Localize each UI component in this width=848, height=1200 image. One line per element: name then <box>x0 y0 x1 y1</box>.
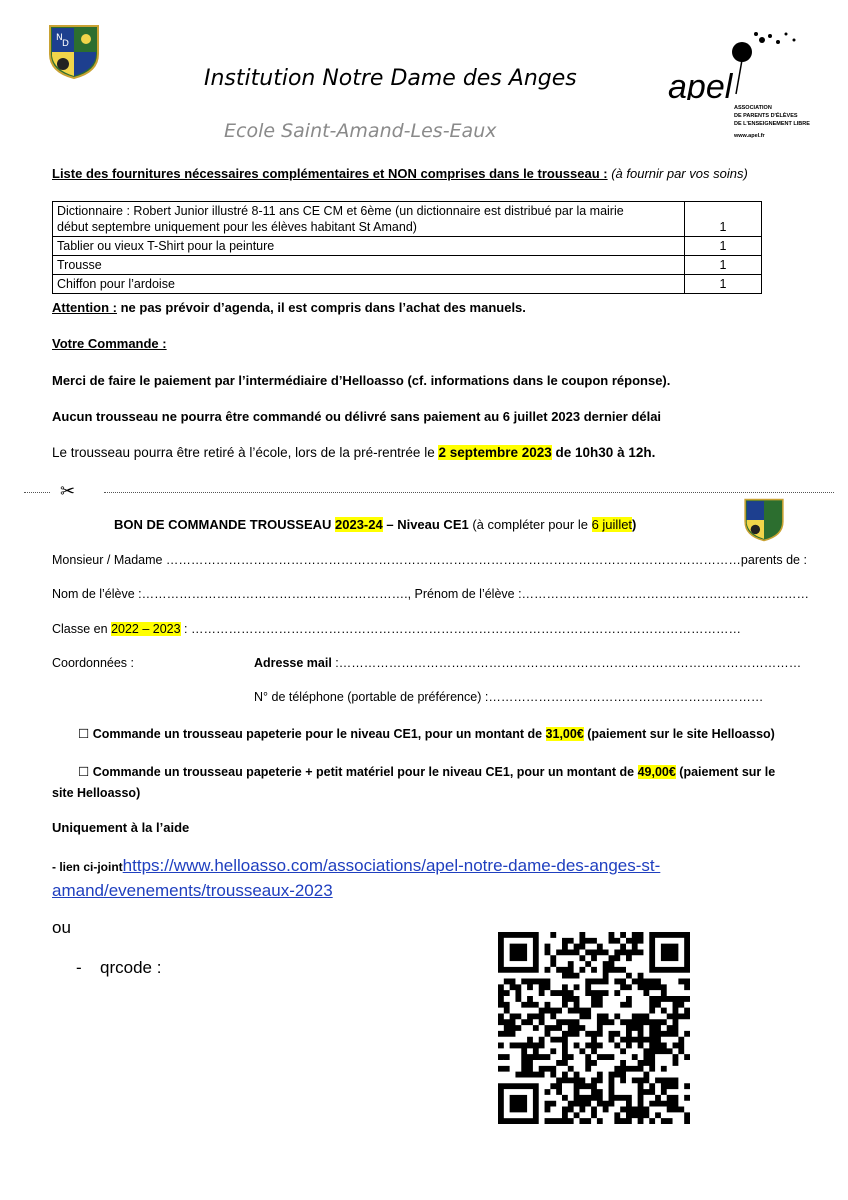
apel-line-2: DE PARENTS D'ÉLÈVES <box>734 113 798 119</box>
apel-line-1: ASSOCIATION <box>734 105 772 111</box>
checkbox-icon[interactable]: ☐ <box>78 765 93 779</box>
supply-label: Trousse <box>53 256 685 275</box>
scissors-icon: ✂ <box>60 481 76 501</box>
supplies-heading: Liste des fournitures nécessaires complémentaires et NON comprises dans le trousseau : (à fournir par vos soins) <box>52 166 748 181</box>
deadline-notice: Aucun trousseau ne pourra être commandé ou délivré sans paiement au 6 juillet 2023 dernier délai <box>52 409 662 424</box>
apel-line-3: DE L'ENSEIGNEMENT LIBRE <box>734 121 810 127</box>
pickup-notice: Le trousseau pourra être retiré à l’école, lors de la pré-rentrée le 2 septembre 2023 de 10h30 à 12h. <box>52 445 656 460</box>
supply-qty: 1 <box>685 202 762 237</box>
coupon-title: BON DE COMMANDE TROUSSEAU 2023-24 – Niveau CE1 (à compléter pour le 6 juillet) <box>114 517 637 532</box>
qr-code-image[interactable] <box>498 932 690 1124</box>
supply-label: Tablier ou vieux T-Shirt pour la peinture <box>53 237 685 256</box>
class-field[interactable]: Classe en 2022 – 2023 : …………………………………………………………………………………………………………………… <box>52 622 741 636</box>
supplies-table <box>52 201 762 294</box>
table-row <box>53 256 762 275</box>
school-subtitle: Ecole Saint-Amand-Les-Eaux <box>224 120 497 142</box>
table-row <box>53 202 762 237</box>
supply-qty: 1 <box>685 275 762 294</box>
dandelion-icon <box>666 30 816 100</box>
table-row <box>53 275 762 294</box>
option-stationery-plus[interactable]: ☐ Commande un trousseau papeterie + petit matériel pour le niveau CE1, pour un montant de 49,00€ (paiement sur le site Helloasso) <box>52 765 776 800</box>
order-heading: Votre Commande : <box>52 336 167 351</box>
supply-label: Dictionnaire : Robert Junior illustré 8-11 ans CE CM et 6ème (un dictionnaire est distribué par la mairie début septembre uniquement pour les élèves habitant St Amand) <box>53 202 685 237</box>
coupon-crest-logo <box>742 498 786 547</box>
svg-text:N: N <box>56 33 63 43</box>
apel-logo <box>666 30 816 150</box>
help-heading: Uniquement à la l’aide <box>52 820 190 835</box>
email-field[interactable]: Adresse mail :………………………………………………………………………………………………… <box>254 656 802 670</box>
svg-text:apel: apel <box>668 68 733 100</box>
contact-label: Coordonnées : <box>52 656 135 670</box>
phone-field[interactable]: N° de téléphone (portable de préférence) :………………………………………………………… <box>254 690 764 704</box>
student-name-field[interactable]: Nom de l’élève :………………………………………………………., Prénom de l’élève :…………………………………………………………… <box>52 587 810 601</box>
supply-qty: 1 <box>685 237 762 256</box>
checkbox-icon[interactable]: ☐ <box>78 727 93 741</box>
supply-qty: 1 <box>685 256 762 275</box>
helloasso-link[interactable]: - lien ci-jointhttps://www.helloasso.com/associations/apel-notre-dame-des-anges-st- amand/evenements/trousseaux-2023 <box>52 856 661 900</box>
cut-line-right <box>104 492 834 493</box>
svg-text:D: D <box>62 39 69 49</box>
supply-label: Chiffon pour l’ardoise <box>53 275 685 294</box>
school-title: Institution Notre Dame des Anges <box>204 66 577 91</box>
apel-url: www.apel.fr <box>734 133 765 139</box>
school-crest-logo <box>48 24 100 85</box>
attention-note: Attention : ne pas prévoir d’agenda, il est compris dans l’achat des manuels. <box>52 300 526 315</box>
option-stationery[interactable]: ☐ Commande un trousseau papeterie pour le niveau CE1, pour un montant de 31,00€ (paiement sur le site Helloasso) <box>78 727 775 741</box>
qr-label: qrcode : <box>100 958 162 977</box>
table-row <box>53 237 762 256</box>
qr-bullet: - <box>76 958 82 977</box>
cut-line-left <box>24 492 50 493</box>
or-text: ou <box>52 918 71 937</box>
parents-field[interactable]: Monsieur / Madame …………………………………………………………………………………………………………………………parents de : <box>52 553 807 567</box>
payment-instruction: Merci de faire le paiement par l’intermédiaire d’Helloasso (cf. informations dans le coupon réponse). <box>52 373 671 388</box>
